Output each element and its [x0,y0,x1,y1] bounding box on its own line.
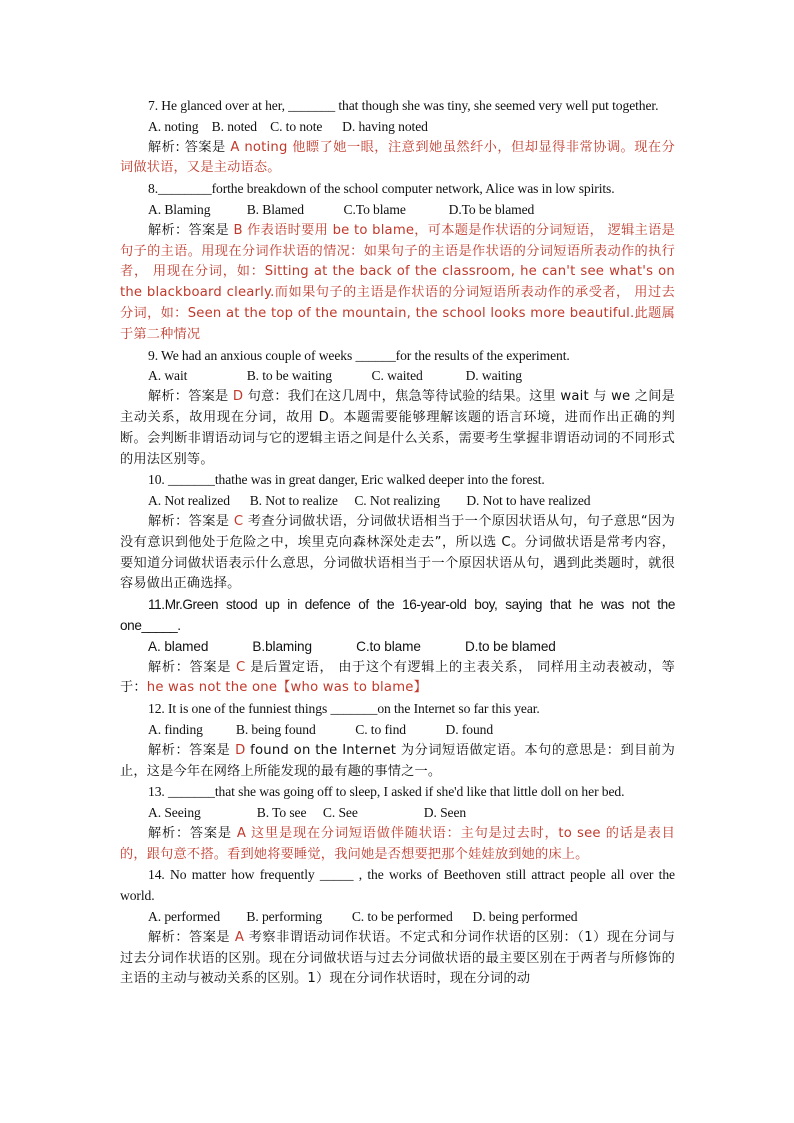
question-13-explanation [120,824,675,866]
question-9-explanation [120,387,675,470]
question-13-options: A. Seeing B. To see C. See D. Seen [148,805,467,821]
question-7-stem: 7. He glanced over at her, _______ that though she was tiny, she seemed very well put together. [148,98,659,113]
explanation-body: 这里是现在分词短语做伴随状语：主句是过去时，to see 的话是表目的，跟句意不搭。看到她将要睡觉，我问她是否想要把那个娃娃放到她的床上。 [120,825,675,862]
explanation-body: 是后置定语， 由于这个有逻辑上的主表关系， 同样用主动表被动，等于： [120,659,675,696]
question-14-options: A. performed B. performing C. to be performed D. being performed [148,909,578,925]
question-10-explanation [120,512,675,595]
explanation-body: found on the Internet 为分词短语做定语。本句的意思是：到目前为止，这是今年在网络上所能发现的最有趣的事情之一。 [120,742,675,779]
explanation-label: 解析：答案是 [148,742,236,758]
answer-letter: D [235,742,246,758]
explanation-body: 考察非谓语动词作状语。不定式和分词作状语的区别：（1）现在分词与过去分词作状语的区别。现在分词做状语与过去分词做状语的最主要区别在于两者与所修饰的主语的主动与被动关系的区别。1）现在分词作状语时，现在分词的动 [120,929,675,987]
question-14-explanation [120,928,675,990]
explanation-label: 解析：答案是 [148,825,237,841]
answer-letter: A [230,139,240,155]
question-13-stem: 13. _______that she was going off to sleep, I asked if she'd like that little doll on her bed. [148,784,625,800]
question-12-options: A. finding B. being found C. to find D. found [148,721,494,737]
answer-letter: C [233,513,244,529]
answer-letter: A [236,825,247,841]
answer-letter: D [232,389,244,405]
explanation-body: 句意：我们在这几周中，焦急等待试验的结果。这里 wait 与 we 之间是主动关系，故用现在分词，故用 D。本题需要能够理解该题的语言环境，进而作出正确的判断。会判断非谓语动词与它的逻辑主语之间是什么关系，需要考生掌握非谓语动词的不同形式的用法区别等。 [120,389,675,467]
question-9-stem: 9. We had an anxious couple of weeks ______for the results of the experiment. [148,347,570,363]
question-8-options: A. Blaming B. Blamed C.To blame D.To be blamed [148,201,535,217]
question-10-options: A. Not realized B. Not to realize C. Not realizing D. Not to have realized [148,493,591,509]
question-11-stem: 11.Mr.Green stood up in defence of the 16-year-old boy, saying that he was not the one_____. [120,597,675,633]
explanation-label: 解析：答案是 [148,389,233,405]
question-7-explanation [120,138,675,180]
explanation-body: 考查分词做状语，分词做状语相当于一个原因状语从句，句子意思“因为没有意识到他处于危险之中，埃里克向森林深处走去”，所以选 C。分词做状语是常考内容，要知道分词做状语表示什么意思，分词做状语相当于一个原因状语从句，遇到此类题时，就很容易做出正确选择。 [120,513,675,592]
explanation-body: 作表语时要用 be to blame，可本题是作状语的分词短语， 逻辑主语是句子的主语。用现在分词作状语的情况：如果句子的主语是作状语的分词短语所表动作的执行者， 用现在分词，如：Sitting at the back of the classroom, he can't see what's on the blackboard clearly.而如果句子的主语是作状语的分词短语所表动作的承受者， 用过去分词，如：Seen at the top of the mountain, the school looks more beautiful.此题属于第二种情况 [120,222,675,342]
explanation-body: noting 他瞟了她一眼，注意到她虽然纤小，但却显得非常协调。现在分词做状语，又是主动语态。 [120,139,675,176]
answer-letter: B [233,222,243,238]
explanation-label: 解析：答案是 [148,929,235,945]
document-page [120,96,675,990]
explanation-label: 解析：答案是 [148,659,236,675]
question-12-stem: 12. It is one of the funniest things _______on the Internet so far this year. [148,701,540,717]
explanation-label: 解析：答案是 [148,513,234,529]
question-8-stem: 8.________forthe breakdown of the school computer network, Alice was in low spirits. [148,181,615,197]
question-14-stem: 14. No matter how frequently _____ , the works of Beethoven still attract people all over the world. [120,867,675,904]
question-7-options: A. noting B. noted C. to note D. having noted [148,118,428,134]
explanation-label: 解析: 答案是 [148,139,231,155]
question-9-options: A. wait B. to be waiting C. waited D. waiting [148,368,522,384]
answer-letter: C [235,659,246,675]
question-11-explanation [120,658,675,700]
question-8-explanation [120,221,675,346]
question-10-stem: 10. _______thathe was in great danger, Eric walked deeper into the forest. [148,472,545,488]
answer-letter: A [234,929,245,945]
explanation-extra: he was not the one【who was to blame】 [146,680,427,696]
question-11-options: A. blamed B.blaming C.to blame D.to be blamed [148,638,556,654]
question-12-explanation [120,741,675,783]
explanation-label: 解析：答案是 [148,222,234,238]
